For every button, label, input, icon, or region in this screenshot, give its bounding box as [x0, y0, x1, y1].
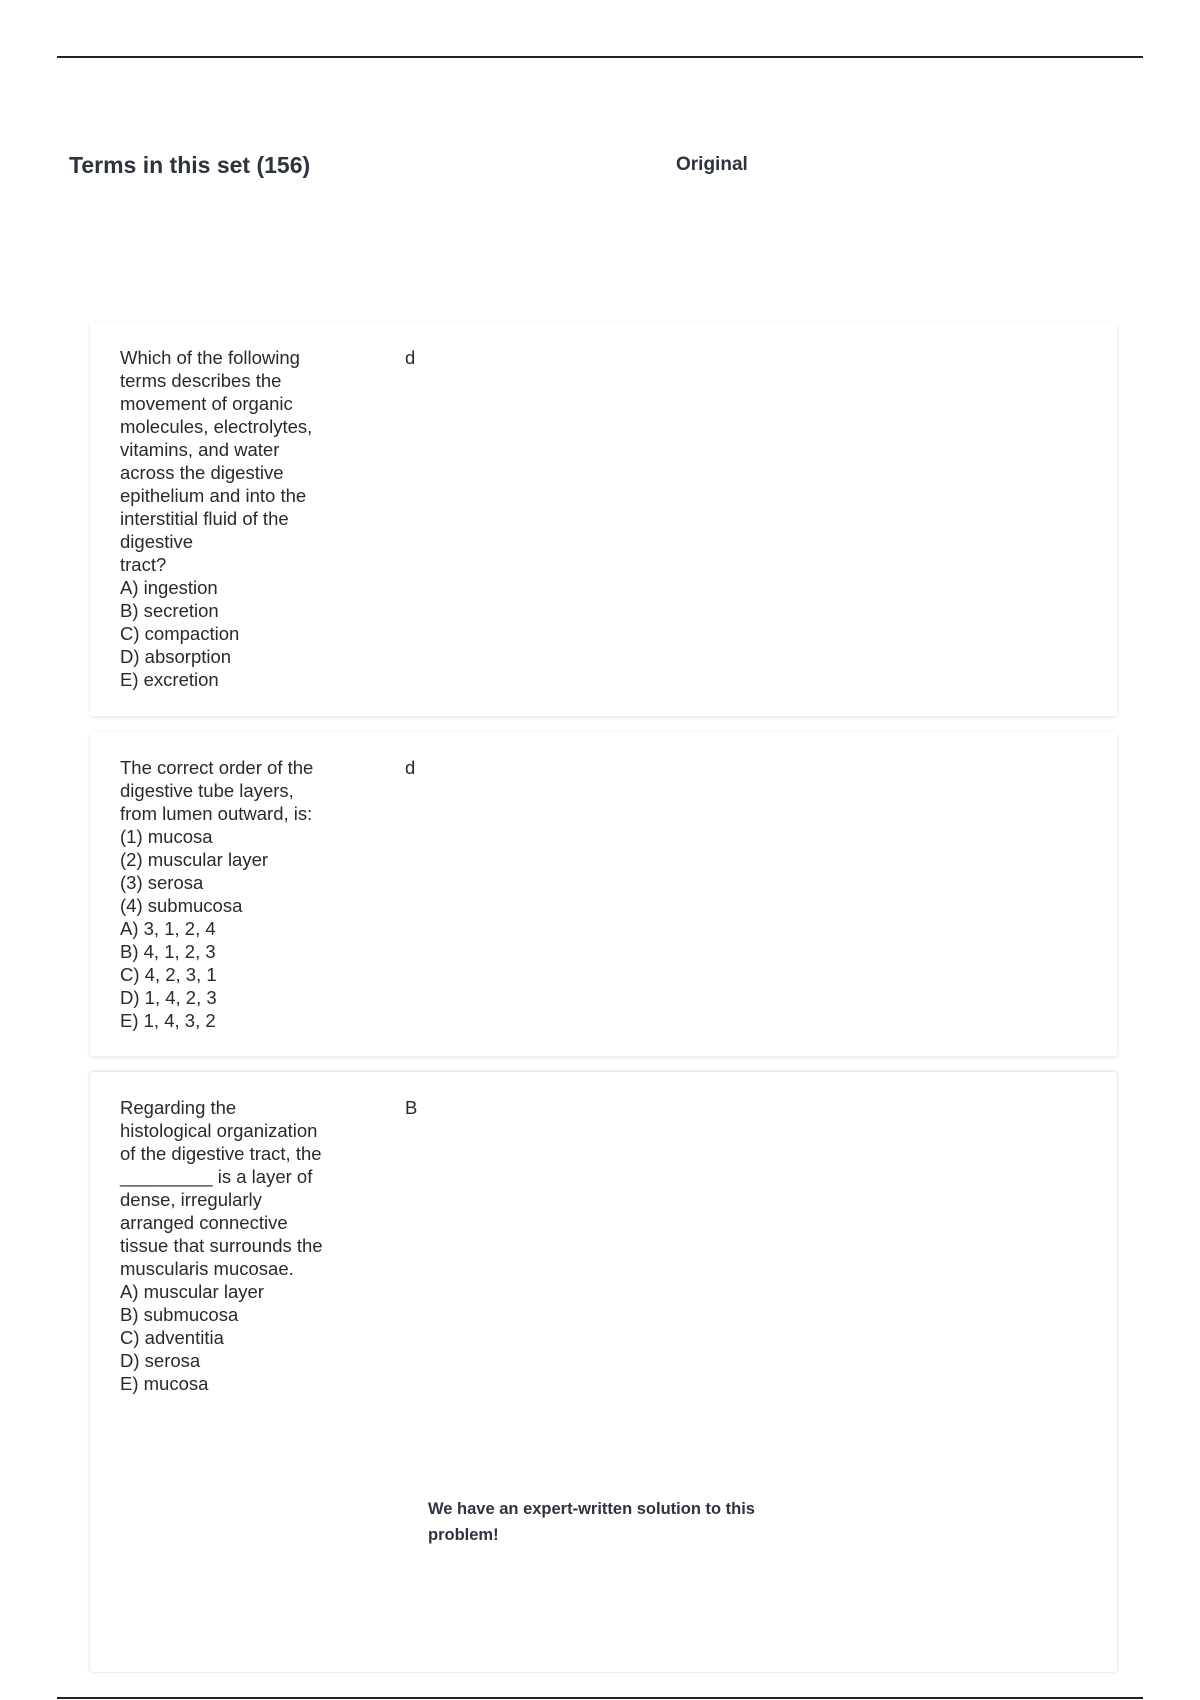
sort-order-label[interactable]: Original	[676, 154, 748, 175]
expert-solution-promo[interactable]: We have an expert-written solution to this problem!	[428, 1500, 755, 1544]
term-text: Which of the following terms describes the movement of organic molecules, electrolytes, vitamins, and water across the digestive epithelium and into the interstitial fluid of the digestive tract? A) ingestion B) secretion C) compaction D) absorption E) excretion	[120, 347, 313, 690]
definition-text: d	[405, 347, 416, 368]
definition-text: d	[405, 757, 416, 778]
term-card[interactable]	[90, 322, 1117, 716]
term-card[interactable]	[90, 1072, 1117, 1672]
bottom-divider	[57, 1697, 1143, 1699]
top-divider	[57, 56, 1143, 58]
term-text: The correct order of the digestive tube layers, from lumen outward, is: (1) mucosa (2) muscular layer (3) serosa (4) submucosa A) 3, 1, 2, 4 B) 4, 1, 2, 3 C) 4, 2, 3, 1 D) 1, 4, 2, 3 E) 1, 4, 3, 2	[120, 757, 314, 1031]
terms-count-heading: Terms in this set (156)	[69, 152, 311, 178]
term-card[interactable]	[90, 732, 1117, 1056]
term-text: Regarding the histological organization of the digestive tract, the _________ is a layer of dense, irregularly arranged connective tissue that surrounds the muscularis mucosae. A) muscular layer B) submucosa C) adventitia D) serosa E) mucosa	[120, 1097, 323, 1394]
definition-text: B	[405, 1097, 418, 1118]
